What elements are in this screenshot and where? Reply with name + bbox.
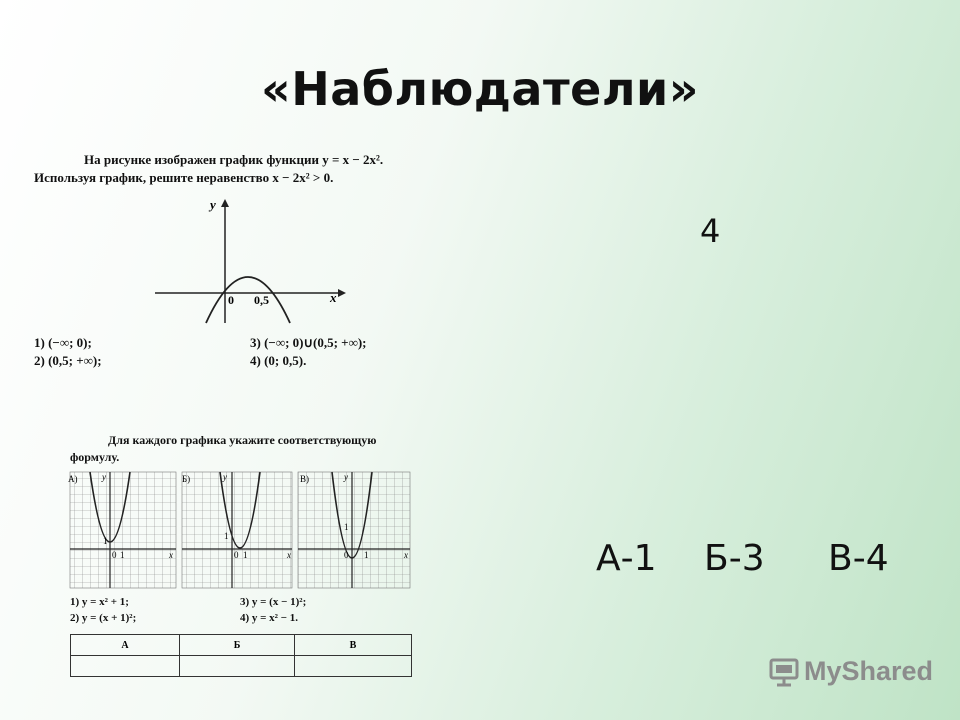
problem1-option-1: 1) (−∞; 0); [34, 335, 92, 350]
one-y-label: 1 [103, 536, 108, 546]
axis-y-label: y [223, 472, 227, 482]
axis-x-label: x [404, 550, 408, 560]
presentation-icon [768, 657, 800, 687]
problem1-option-2: 2) (0,5; +∞); [34, 353, 102, 368]
axis-x-label: x [330, 290, 337, 305]
one-y-label: 1 [224, 531, 229, 541]
axis-y-label: y [102, 472, 106, 482]
problem1-graph [150, 195, 350, 325]
answer-c: В-4 [828, 538, 889, 579]
one-y-label: 1 [344, 522, 349, 532]
label-half: 0,5 [254, 293, 269, 307]
problem2-option-1: 1) y = x² + 1; [70, 596, 129, 608]
problem1-line2: Используя график, решите неравенство x − 2x² > 0. [34, 170, 334, 185]
table-header-c: В [295, 635, 412, 656]
problem1-answer: 4 [700, 212, 721, 250]
one-x-label: 1 [364, 550, 369, 560]
problem1-line1: На рисунке изображен график функции y = x − 2x². [84, 152, 384, 167]
myshared-logo [768, 656, 933, 687]
table-answer-row [71, 656, 412, 677]
axis-x-label: x [169, 550, 173, 560]
panel-label-b: Б) [182, 474, 191, 484]
table-cell-b [180, 656, 295, 677]
graph-panel-b [182, 472, 292, 588]
one-x-label: 1 [120, 550, 125, 560]
zero-label: 0 [112, 550, 117, 560]
table-cell-a [71, 656, 180, 677]
zero-label: 0 [234, 550, 239, 560]
problem2-option-2: 2) y = (x + 1)²; [70, 612, 137, 624]
table-header-row [71, 635, 412, 656]
table-cell-c [295, 656, 412, 677]
problem2-line2: формулу. [70, 450, 120, 464]
answer-table [70, 634, 412, 677]
panel-label-c: В) [300, 474, 309, 484]
label-zero: 0 [228, 293, 234, 307]
zero-label: 0 [344, 550, 349, 560]
panel-label-a: А) [68, 474, 78, 484]
parabola-curve [206, 277, 290, 323]
problem1-option-4: 4) (0; 0,5). [250, 353, 307, 368]
problem2-graphs [66, 470, 416, 590]
problem2-line1: Для каждого графика укажите соответствующую [108, 433, 377, 447]
one-x-label: 1 [243, 550, 248, 560]
table-header-a: А [71, 635, 180, 656]
problem1-option-3: 3) (−∞; 0)∪(0,5; +∞); [250, 335, 367, 350]
axis-y-label: y [344, 472, 348, 482]
page-title: «Наблюдатели» [261, 62, 699, 116]
axis-y-label: y [210, 197, 216, 212]
logo-text: MyShared [804, 656, 934, 686]
axis-x-label: x [287, 550, 291, 560]
problem2-option-3: 3) y = (x − 1)²; [240, 596, 307, 608]
x-axis-arrow [338, 289, 346, 297]
table-header-b: Б [180, 635, 295, 656]
graph-panel-a [68, 472, 176, 588]
graph-panel-c [298, 472, 410, 588]
answer-a: А-1 [596, 538, 657, 579]
problem2-option-4: 4) y = x² − 1. [240, 612, 298, 624]
y-axis-arrow [221, 199, 229, 207]
answer-b: Б-3 [704, 538, 765, 579]
